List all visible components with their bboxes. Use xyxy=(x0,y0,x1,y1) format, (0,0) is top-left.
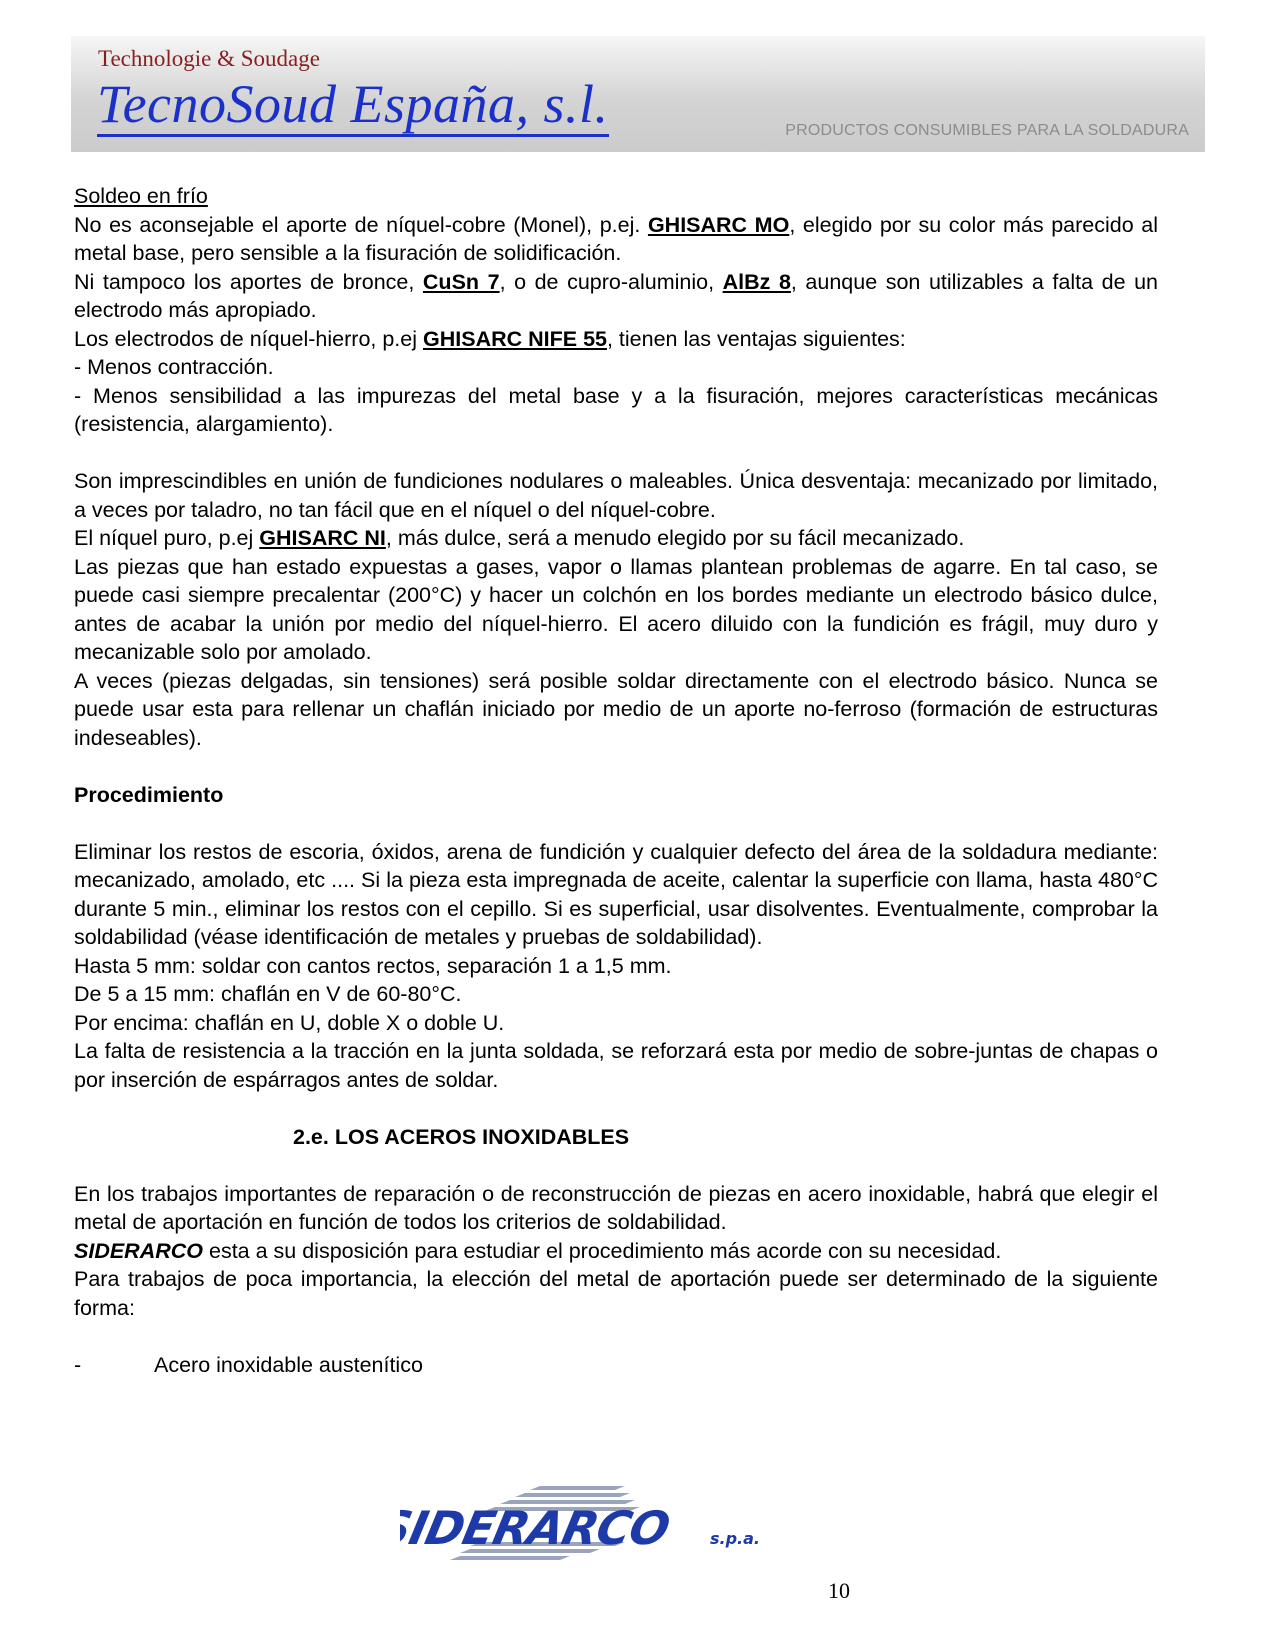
list-item: - Menos contracción. xyxy=(74,355,274,379)
paragraph: Ni tampoco los aportes de bronce, CuSn 7, o de cupro-aluminio, AlBz 8, aunque son utilizables a falta de un electrodo más apropiado. xyxy=(74,269,1158,322)
paragraph: De 5 a 15 mm: chaflán en V de 60-80°C. xyxy=(74,982,462,1006)
paragraph: Los electrodos de níquel-hierro, p.ej GHISARC NIFE 55, tienen las ventajas siguientes: xyxy=(74,326,906,351)
list-item: - Menos sensibilidad a las impurezas del metal base y a la fisuración, mejores características mecánicas (resistencia, alargamiento). xyxy=(74,383,1158,436)
paragraph: Las piezas que han estado expuestas a gases, vapor o llamas plantean problemas de agarre. En tal caso, se puede casi siempre precalentar (200°C) y hacer un colchón en los bordes mediante un electrodo básico dulce, antes de acabar la unión por medio del níquel-hierro. El acero diluido con la fundición es frágil, muy duro y mecanizable solo por amolado. xyxy=(74,554,1158,664)
siderarco-logo-graphic xyxy=(400,1482,800,1562)
logo-suffix: s.p.a. xyxy=(710,1529,761,1548)
section-heading-soldeo: Soldeo en frío xyxy=(74,184,208,208)
section-heading-procedimiento: Procedimiento xyxy=(74,782,224,807)
brand-name: SIDERARCO xyxy=(74,1238,204,1263)
paragraph: Eliminar los restos de escoria, óxidos, arena de fundición y cualquier defecto del área de la soldadura mediante: mecanizado, amolado, etc .... Si la pieza esta impregnada de aceite, calentar la superficie con llama, hasta 480°C durante 5 min., eliminar los restos con el cepillo. Si es superficial, usar disolventes. Eventualmente, comprobar la soldabilidad (véase identificación de metales y pruebas de soldabilidad). xyxy=(74,839,1158,949)
paragraph: Para trabajos de poca importancia, la elección del metal de aportación puede ser determinado de la siguiente forma: xyxy=(74,1267,1158,1320)
siderarco-logo xyxy=(400,1482,800,1562)
paragraph: El níquel puro, p.ej GHISARC NI, más dulce, será a menudo elegido por su fácil mecanizado. xyxy=(74,526,965,550)
letterhead-tagline: Technologie & Soudage xyxy=(98,46,320,71)
paragraph: A veces (piezas delgadas, sin tensiones) será posible soldar directamente con el electrodo básico. Nunca se puede usar esta para rellenar un chaflán iniciado por medio de un aporte no-ferroso (formación de estructuras indeseables). xyxy=(74,668,1158,750)
product-ref: CuSn 7 xyxy=(422,269,500,294)
letterhead-banner xyxy=(71,36,1205,152)
page-number: 10 xyxy=(828,1578,850,1603)
bullet-dash: - xyxy=(74,1352,82,1377)
letterhead-products-line: PRODUCTOS CONSUMIBLES PARA LA SOLDADURA xyxy=(785,122,1189,139)
company-name: TecnoSoud España, s.l. xyxy=(97,74,609,137)
paragraph: SIDERARCO esta a su disposición para estudiar el procedimiento más acorde con su necesidad. xyxy=(74,1238,1002,1263)
product-ref: GHISARC NI xyxy=(259,526,386,550)
paragraph: No es aconsejable el aporte de níquel-cobre (Monel), p.ej. GHISARC MO, elegido por su color más parecido al metal base, pero sensible a la fisuración de solidificación. xyxy=(74,212,1159,265)
paragraph: Por encima: chaflán en U, doble X o doble U. xyxy=(74,1010,505,1035)
product-ref: GHISARC NIFE 55 xyxy=(423,326,607,351)
paragraph: Son imprescindibles en unión de fundiciones nodulares o maleables. Única desventaja: mecanizado por limitado, a veces por taladro, no tan fácil que en el níquel o del níquel-cobre. xyxy=(74,469,1158,522)
product-ref: AlBz 8 xyxy=(722,269,791,294)
document-body xyxy=(74,182,1158,1379)
paragraph: Hasta 5 mm: soldar con cantos rectos, separación 1 a 1,5 mm. xyxy=(74,953,672,978)
section-title: 2.e. LOS ACEROS INOXIDABLES xyxy=(293,1124,630,1149)
product-ref: GHISARC MO xyxy=(647,212,790,237)
list-item xyxy=(74,1351,1158,1380)
paragraph: La falta de resistencia a la tracción en la junta soldada, se reforzará esta por medio de sobre-juntas de chapas o por inserción de espárragos antes de soldar. xyxy=(74,1039,1158,1092)
bullet-text: Acero inoxidable austenítico xyxy=(154,1352,423,1377)
paragraph: En los trabajos importantes de reparación o de reconstrucción de piezas en acero inoxidable, habrá que elegir el metal de aportación en función de todos los criterios de soldabilidad. xyxy=(74,1181,1158,1234)
logo-wordmark: SIDERARCO xyxy=(400,1501,674,1555)
